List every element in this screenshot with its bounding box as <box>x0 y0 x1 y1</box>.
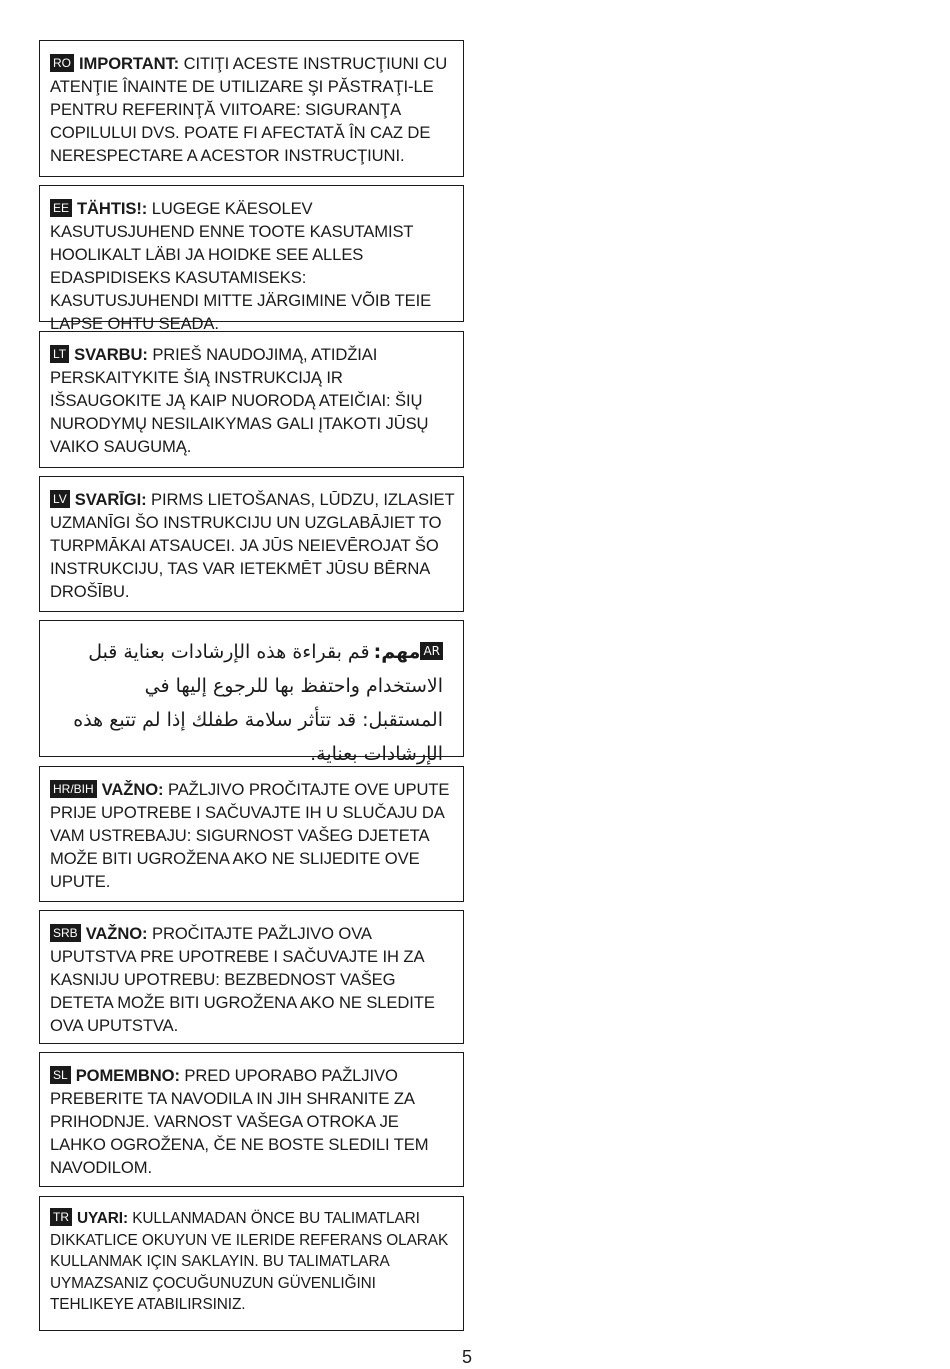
language-badge-lt: LT <box>50 345 69 363</box>
language-badge-srb: SRB <box>50 924 81 942</box>
warning-keyword: VAŽNO: <box>85 924 148 943</box>
warning-text: PAŽLJIVO PROČITAJTE OVE UPUTE PRIJE UPOTREBE I SAČUVAJTE IH U SLUČAJU DA VAM USTREBAJU: SIGURNOST VAŠEG DJETETA MOŽE BITI UGROŽENA AKO NE SLIJEDITE OVE UPUTE. <box>50 780 450 891</box>
warning-keyword: VAŽNO: <box>101 780 164 799</box>
warning-keyword: IMPORTANT: <box>79 54 180 73</box>
language-badge-tr: TR <box>50 1208 72 1226</box>
warning-text: CITIŢI ACESTE INSTRUCŢIUNI CU ATENŢIE ÎNAINTE DE UTILIZARE ŞI PĂSTRAŢI-LE PENTRU REFERINŢĂ VIITOARE: SIGURANŢA COPILULUI DVS. POATE FI AFECTATĂ ÎN CAZ DE NERESPECTARE A ACESTOR INSTRUCŢIUNI. <box>50 54 448 165</box>
warning-text: قم بقراءة هذه الإرشادات بعناية قبل الاستخدام واحتفظ بها للرجوع إليها في المستقبل: قد تتأثر سلامة طفلك إذا لم تتبع هذه الإرشادات بعناية. <box>73 641 443 765</box>
language-badge-lv: LV <box>50 490 70 508</box>
warning-text: PRED UPORABO PAŽLJIVO PREBERITE TA NAVODILA IN JIH SHRANITE ZA PRIHODNJE. VARNOST VAŠEGA OTROKA JE LAHKO OGROŽENA, ČE NE BOSTE SLEDILI TEM NAVODILOM. <box>50 1066 429 1177</box>
warning-block-lv <box>39 476 464 612</box>
warning-block-tr <box>39 1196 464 1331</box>
warning-block-ee <box>39 185 464 333</box>
language-badge-ee: EE <box>50 199 72 217</box>
warning-block-ro <box>39 40 464 177</box>
warning-keyword: SVARĪGI: <box>74 490 147 509</box>
warning-block-sl <box>39 1052 464 1187</box>
warning-keyword: POMEMBNO: <box>75 1066 180 1085</box>
language-badge-ro: RO <box>50 54 74 72</box>
warning-block-hr-bih <box>39 766 464 902</box>
warning-text: KULLANMADAN ÖNCE BU TALIMATLARI DIKKATLICE OKUYUN VE ILERIDE REFERANS OLARAK KULLANMAK IÇIN SAKLAYIN. BU TALIMATLARA UYMAZSANIZ ÇOCUĞUNUZUN GÜVENLIĞINI TEHLIKEYE ATABILIRSINIZ. <box>50 1210 449 1314</box>
language-badge-ar: AR <box>420 642 443 660</box>
warning-block-lt <box>39 331 464 468</box>
warning-text: LUGEGE KÄESOLEV KASUTUSJUHEND ENNE TOOTE KASUTAMIST HOOLIKALT LÄBI JA HOIDKE SEE ALLES EDASPIDISEKS KASUTAMISEKS: KASUTUSJUHENDI MITTE JÄRGIMINE VÕIB TEIE LAPSE OHTU SEADA. <box>50 199 432 333</box>
warning-keyword: UYARI: <box>77 1210 128 1227</box>
warning-keyword: مهم: <box>373 641 421 663</box>
warning-keyword: TÄHTIS!: <box>77 199 148 218</box>
warning-text: PRIEŠ NAUDOJIMĄ, ATIDŽIAI PERSKAITYKITE ŠIĄ INSTRUKCIJĄ IR IŠSAUGOKITE JĄ KAIP NUORODĄ ATEIČIAI: ŠIŲ NURODYMŲ NESILAIKYMAS GALI ĮTAKOTI JŪSŲ VAIKO SAUGUMĄ. <box>50 345 429 456</box>
warning-block-srb <box>39 910 464 1044</box>
warning-block-ar <box>39 620 464 765</box>
language-badge-sl: SL <box>50 1066 71 1084</box>
warning-text: PROČITAJTE PAŽLJIVO OVA UPUTSTVA PRE UPOTREBE I SAČUVAJTE IH ZA KASNIJU UPOTREBU: BEZBEDNOST VAŠEG DETETA MOŽE BITI UGROŽENA AKO NE SLEDITE OVA UPUTSTVA. <box>50 924 435 1035</box>
warning-text: PIRMS LIETOŠANAS, LŪDZU, IZLASIET UZMANĪGI ŠO INSTRUKCIJU UN UZGLABĀJIET TO TURPMĀKAI ATSAUCEI. JA JŪS NEIEVĒROJAT ŠO INSTRUKCIJU, TAS VAR IETEKMĒT JŪSU BĒRNA DROŠĪBU. <box>50 490 455 601</box>
language-badge-hr-bih: HR/BIH <box>50 780 97 798</box>
warning-keyword: SVARBU: <box>74 345 148 364</box>
page-number: 5 <box>462 1347 473 1367</box>
